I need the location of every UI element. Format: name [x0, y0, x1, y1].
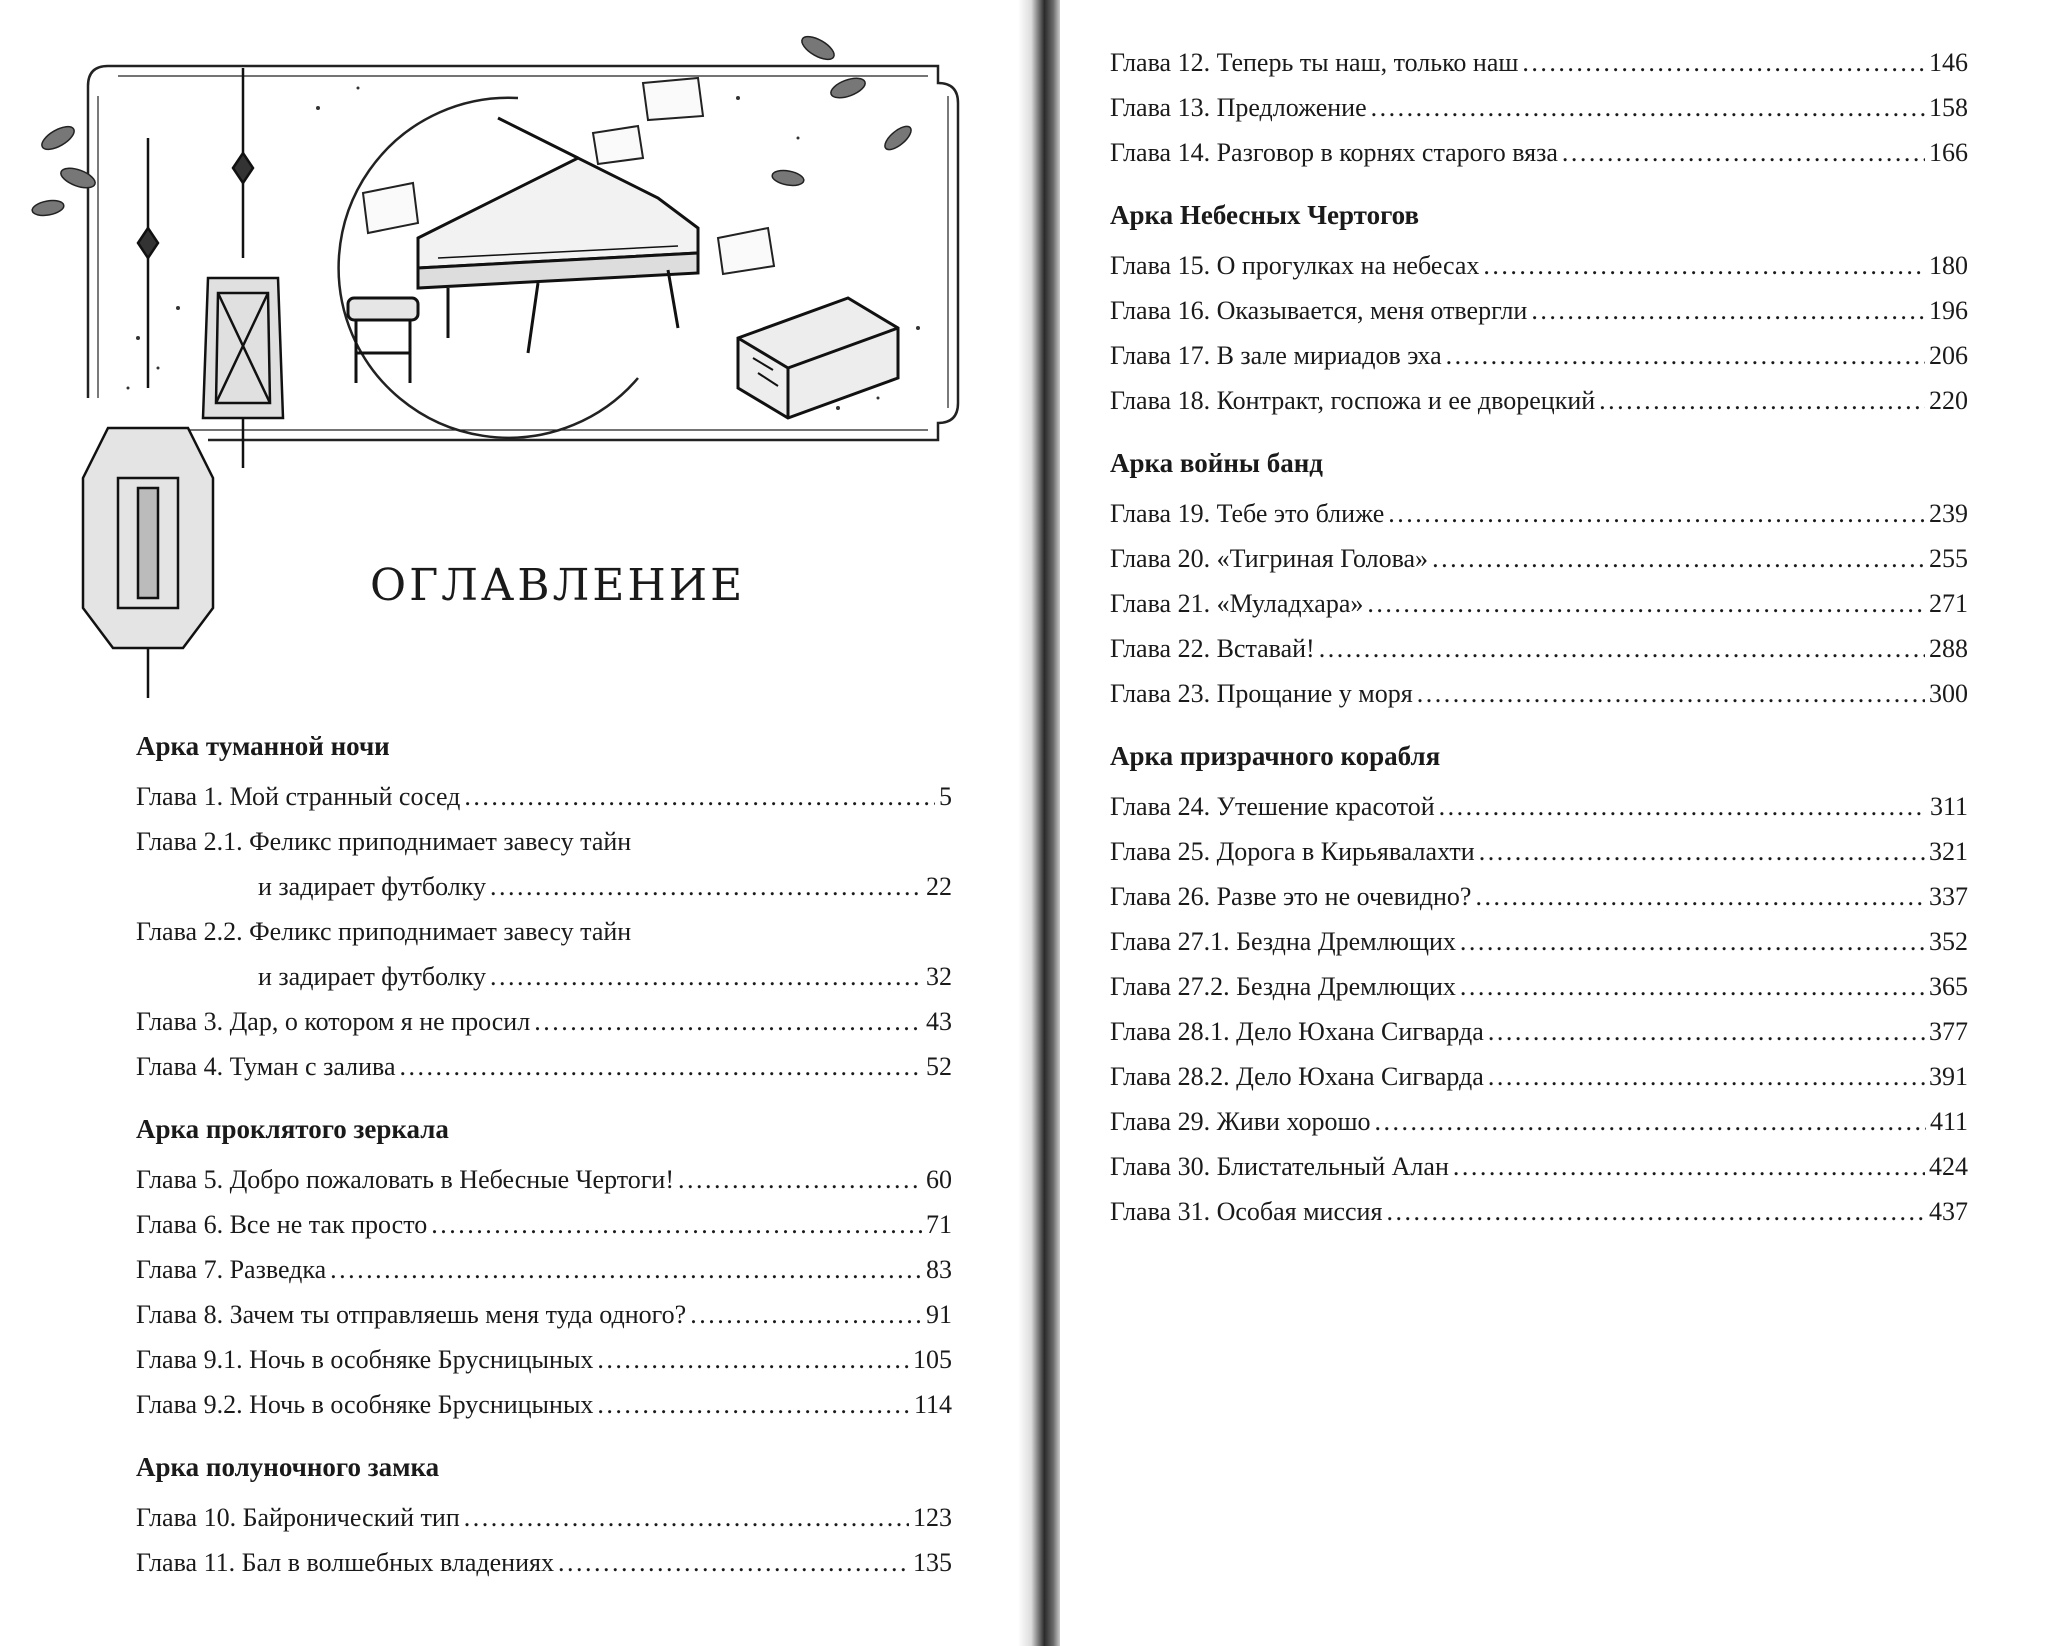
entry-title: Глава 13. Предложение: [1110, 93, 1367, 122]
dot-leader: [597, 1382, 910, 1427]
dot-leader: [1432, 536, 1925, 581]
entry-page: 300: [1929, 679, 1968, 708]
toc-entry[interactable]: [136, 1247, 952, 1292]
entry-title: Глава 2.1. Феликс приподнимает завесу тайн: [136, 827, 632, 856]
toc-entry[interactable]: [1110, 243, 1968, 288]
toc-entry[interactable]: [1110, 581, 1968, 626]
entry-page: 321: [1929, 837, 1968, 866]
toc-entry[interactable]: [1110, 1189, 1968, 1234]
toc-entry[interactable]: [136, 1540, 952, 1585]
dot-leader: [1446, 333, 1925, 378]
stool-icon: [348, 298, 418, 383]
entry-title: Глава 7. Разведка: [136, 1255, 327, 1284]
entry-page: 123: [913, 1503, 952, 1532]
entry-title: Глава 14. Разговор в корнях старого вяза: [1110, 138, 1558, 167]
entry-title: Глава 19. Тебе это ближе: [1110, 499, 1385, 528]
entry-page: 43: [926, 1007, 952, 1036]
dot-leader: [678, 1157, 922, 1202]
toc-entry[interactable]: [136, 1157, 952, 1202]
toc-entry[interactable]: [1110, 536, 1968, 581]
dot-leader: [1562, 130, 1925, 175]
dot-leader: [1371, 85, 1925, 130]
dot-leader: [1453, 1144, 1925, 1189]
dot-leader: [597, 1337, 909, 1382]
entry-page: 60: [926, 1165, 952, 1194]
toc-entry[interactable]: [1110, 671, 1968, 716]
entry-page: 271: [1929, 589, 1968, 618]
toc-entry-continued[interactable]: [136, 954, 952, 999]
toc-entry[interactable]: [136, 774, 952, 819]
dot-leader: [558, 1540, 909, 1585]
toc-entry[interactable]: [1110, 829, 1968, 874]
dot-leader: [1483, 243, 1925, 288]
dot-leader: [330, 1247, 922, 1292]
entry-title: Глава 27.2. Бездна Дремлющих: [1110, 972, 1456, 1001]
dot-leader: [1460, 919, 1925, 964]
toc-entry[interactable]: [1110, 626, 1968, 671]
toc-title: ОГЛАВЛЕНИЕ: [370, 560, 746, 611]
toc-entry[interactable]: [1110, 1144, 1968, 1189]
entry-title: Глава 15. О прогулках на небесах: [1110, 251, 1480, 280]
entry-title: Глава 30. Блистательный Алан: [1110, 1152, 1449, 1181]
entry-page: 91: [926, 1300, 952, 1329]
entry-title: Глава 18. Контракт, госпожа и ее дворецкий: [1110, 386, 1596, 415]
dot-leader: [1531, 288, 1925, 333]
left-page: [0, 0, 1020, 1646]
toc-entry[interactable]: [1110, 491, 1968, 536]
toc-entry[interactable]: [136, 1382, 952, 1427]
entry-page: 337: [1929, 882, 1968, 911]
entry-title: Глава 9.1. Ночь в особняке Брусницыных: [136, 1345, 594, 1374]
entry-page: 52: [926, 1052, 952, 1081]
dot-leader: [1475, 874, 1925, 919]
book-icon: [738, 298, 898, 418]
entry-title: Глава 29. Живи хорошо: [1110, 1107, 1371, 1136]
entry-page: 71: [926, 1210, 952, 1239]
arc-section: [136, 1111, 952, 1427]
dot-leader: [1375, 1099, 1926, 1144]
arc-title: Арка призрачного корабля: [1110, 741, 1441, 771]
entry-page: 196: [1929, 296, 1968, 325]
entry-page: 83: [926, 1255, 952, 1284]
dot-leader: [464, 774, 935, 819]
toc-entry-continued[interactable]: [136, 864, 952, 909]
toc-entry[interactable]: [1110, 288, 1968, 333]
entry-title: Глава 21. «Муладхара»: [1110, 589, 1364, 618]
entry-page: 105: [913, 1345, 952, 1374]
dot-leader: [1488, 1009, 1925, 1054]
arc-section: [1110, 197, 1968, 423]
toc-entry[interactable]: [1110, 919, 1968, 964]
entry-page: 220: [1929, 386, 1968, 415]
dot-leader: [464, 1495, 909, 1540]
toc-entry[interactable]: [1110, 1099, 1968, 1144]
dot-leader: [534, 999, 922, 1044]
dot-leader: [1417, 671, 1925, 716]
toc-right-column: [1110, 40, 1968, 1256]
dot-leader: [690, 1292, 922, 1337]
entry-page: 146: [1929, 48, 1968, 77]
dot-leader: [490, 954, 922, 999]
arc-title: Арка войны банд: [1110, 448, 1323, 478]
dot-leader: [1488, 1054, 1925, 1099]
toc-entry[interactable]: [136, 999, 952, 1044]
foliage-icon: [31, 32, 915, 218]
entry-title-line2: и задирает футболку: [258, 872, 486, 901]
entry-page: 206: [1929, 341, 1968, 370]
arc-title: Арка туманной ночи: [136, 731, 390, 761]
entry-title: Глава 1. Мой странный сосед: [136, 782, 461, 811]
toc-entry[interactable]: [1110, 874, 1968, 919]
entry-title: Глава 10. Байронический тип: [136, 1503, 460, 1532]
entry-page: 5: [939, 782, 952, 811]
entry-page: 158: [1929, 93, 1968, 122]
entry-title: Глава 23. Прощание у моря: [1110, 679, 1413, 708]
arc-title: Арка Небесных Чертогов: [1110, 200, 1420, 230]
entry-title: Глава 4. Туман с залива: [136, 1052, 396, 1081]
arc-title: Арка полуночного замка: [136, 1452, 440, 1482]
dot-leader: [1319, 626, 1925, 671]
entry-title: Глава 2.2. Феликс приподнимает завесу тайн: [136, 917, 632, 946]
piano-icon: [418, 118, 698, 353]
dot-leader: [1599, 378, 1925, 423]
arc-section: [136, 728, 952, 1089]
lantern-small-icon: [203, 68, 283, 468]
entry-title: Глава 11. Бал в волшебных владениях: [136, 1548, 554, 1577]
entry-title: Глава 3. Дар, о котором я не просил: [136, 1007, 531, 1036]
entry-title: Глава 20. «Тигриная Голова»: [1110, 544, 1429, 573]
entry-title: Глава 27.1. Бездна Дремлющих: [1110, 927, 1456, 956]
entry-page: 255: [1929, 544, 1968, 573]
toc-entry[interactable]: [136, 1292, 952, 1337]
entry-title: Глава 6. Все не так просто: [136, 1210, 428, 1239]
entry-title-line2: и задирает футболку: [258, 962, 486, 991]
lantern-large-icon: [83, 138, 213, 698]
entry-page: 437: [1929, 1197, 1968, 1226]
entry-title: Глава 25. Дорога в Кирьявалахти: [1110, 837, 1475, 866]
arc-section: [1110, 738, 1968, 1234]
toc-entry[interactable]: [136, 1202, 952, 1247]
entry-title: Глава 16. Оказывается, меня отвергли: [1110, 296, 1528, 325]
toc-entry[interactable]: [136, 1495, 952, 1540]
entry-page: 32: [926, 962, 952, 991]
entry-page: 352: [1929, 927, 1968, 956]
toc-entry[interactable]: [1110, 378, 1968, 423]
arc-section: [136, 1449, 952, 1585]
arc-section: [1110, 445, 1968, 716]
entry-page: 166: [1929, 138, 1968, 167]
entry-title: Глава 22. Вставай!: [1110, 634, 1315, 663]
entry-title: Глава 8. Зачем ты отправляешь меня туда одного?: [136, 1300, 687, 1329]
toc-entry[interactable]: [1110, 784, 1968, 829]
entry-page: 365: [1929, 972, 1968, 1001]
toc-entry[interactable]: [1110, 964, 1968, 1009]
entry-page: 424: [1929, 1152, 1968, 1181]
entry-title: Глава 9.2. Ночь в особняке Брусницыных: [136, 1390, 594, 1419]
toc-entry[interactable]: [1110, 85, 1968, 130]
entry-title: Глава 26. Разве это не очевидно?: [1110, 882, 1472, 911]
entry-page: 239: [1929, 499, 1968, 528]
entry-page: 377: [1929, 1017, 1968, 1046]
dot-leader: [490, 864, 922, 909]
entry-title: Глава 31. Особая миссия: [1110, 1197, 1383, 1226]
entry-page: 180: [1929, 251, 1968, 280]
toc-entry[interactable]: [1110, 130, 1968, 175]
toc-entry[interactable]: [136, 819, 952, 864]
toc-entry[interactable]: [136, 909, 952, 954]
dot-leader: [1386, 1189, 1925, 1234]
dot-leader: [431, 1202, 922, 1247]
book-gutter: [1018, 0, 1062, 1646]
dot-leader: [1439, 784, 1926, 829]
toc-entry[interactable]: [136, 1337, 952, 1382]
entry-title: Глава 28.2. Дело Юхана Сигварда: [1110, 1062, 1484, 1091]
toc-entry[interactable]: [1110, 1009, 1968, 1054]
toc-entry[interactable]: [1110, 40, 1968, 85]
dot-leader: [1460, 964, 1925, 1009]
entry-page: 22: [926, 872, 952, 901]
toc-left-column: [136, 728, 952, 1607]
entry-page: 135: [913, 1548, 952, 1577]
entry-title: Глава 5. Добро пожаловать в Небесные Чертоги!: [136, 1165, 675, 1194]
entry-page: 391: [1929, 1062, 1968, 1091]
entry-title: Глава 12. Теперь ты наш, только наш: [1110, 48, 1519, 77]
toc-entry[interactable]: [1110, 1054, 1968, 1099]
entry-page: 311: [1929, 792, 1968, 821]
dot-leader: [399, 1044, 922, 1089]
dot-leader: [1522, 40, 1925, 85]
entry-page: 411: [1929, 1107, 1968, 1136]
entry-page: 288: [1929, 634, 1968, 663]
dot-leader: [1479, 829, 1925, 874]
continued-entries: [1110, 40, 1968, 175]
toc-entry[interactable]: [1110, 333, 1968, 378]
arc-title: Арка проклятого зеркала: [136, 1114, 449, 1144]
toc-entry[interactable]: [136, 1044, 952, 1089]
entry-title: Глава 28.1. Дело Юхана Сигварда: [1110, 1017, 1484, 1046]
entry-page: 114: [913, 1390, 952, 1419]
dot-leader: [1367, 581, 1925, 626]
entry-title: Глава 17. В зале мириадов эха: [1110, 341, 1442, 370]
dot-leader: [1388, 491, 1925, 536]
entry-title: Глава 24. Утешение красотой: [1110, 792, 1435, 821]
